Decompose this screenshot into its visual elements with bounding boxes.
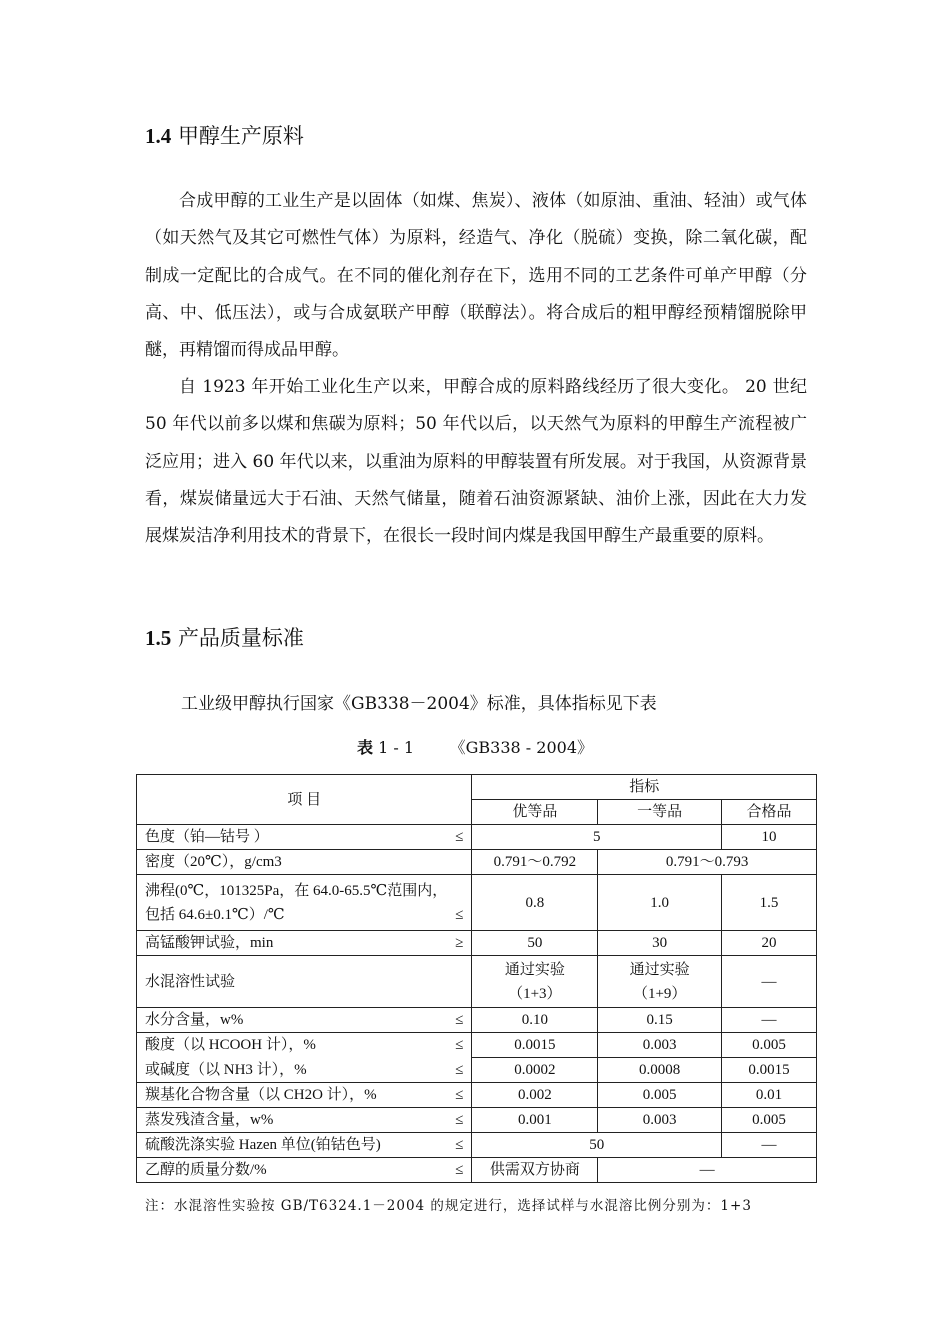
comparison-symbol: ≥ [455, 935, 464, 951]
value-cell: 1.5 [722, 875, 817, 931]
value-cell: 0.8 [472, 875, 598, 931]
value-cell: 0.0015 [722, 1058, 817, 1083]
table-row [137, 1083, 817, 1108]
table-intro-text: 工业级甲醇执行国家《GB338－2004》标准，具体指标见下表 [181, 694, 657, 714]
value-line: 通过实验 [629, 961, 690, 978]
value-cell: — [598, 1158, 817, 1183]
comparison-symbol: ≤ [455, 1037, 464, 1054]
table-row [137, 850, 817, 875]
header-superior: 优等品 [472, 800, 598, 825]
value-cell: 0.003 [598, 1108, 722, 1133]
value-cell: 50 [472, 1133, 722, 1158]
value-cell: 1.0 [598, 875, 722, 931]
header-qualified: 合格品 [722, 800, 817, 825]
item-cell [137, 1108, 472, 1133]
table-row [137, 1008, 817, 1033]
table-row [137, 875, 817, 931]
value-line: （1+9） [632, 985, 687, 1002]
quality-standard-table [136, 774, 817, 1183]
header-item: 项 目 [137, 775, 472, 825]
item-label: 高锰酸钾试验，min [145, 935, 274, 951]
section-number: 1.5 [145, 626, 172, 650]
item-cell [137, 1158, 472, 1183]
table-row [137, 1108, 817, 1133]
caption-standard: 《GB338 - 2004》 [449, 738, 594, 757]
item-label: 沸程(0℃，101325Pa，在 64.0-65.5℃范围内， [145, 882, 448, 899]
value-cell: 30 [598, 931, 722, 956]
item-cell [137, 931, 472, 956]
item-cell [137, 1058, 472, 1083]
section-title: 产品质量标准 [177, 626, 304, 650]
value-cell: 0.791～0.793 [598, 850, 817, 875]
table-footnote: 注：水混溶性实验按 GB/T6324.1－2004 的规定进行，选择试样与水混溶比例分别为：1+3 [145, 1198, 752, 1214]
item-cell [137, 1083, 472, 1108]
item-cell [137, 1033, 472, 1058]
value-line: （1+3） [508, 985, 562, 1002]
item-label: 酸度（以 HCOOH 计），% [145, 1037, 316, 1054]
value-cell [472, 956, 598, 1008]
value-cell: 0.01 [722, 1083, 817, 1108]
comparison-symbol: ≤ [455, 906, 464, 923]
item-cell [137, 956, 472, 1008]
item-cell [137, 850, 472, 875]
value-cell: 0.005 [722, 1108, 817, 1133]
value-cell: 供需双方协商 [472, 1158, 598, 1183]
value-cell: 0.001 [472, 1108, 598, 1133]
item-label: 羰基化合物含量（以 CH2O 计），% [145, 1087, 377, 1103]
value-cell: 0.005 [598, 1083, 722, 1108]
item-label: 包括 64.6±0.1℃）/℃ [145, 906, 285, 923]
item-label: 硫酸洗涤实验 Hazen 单位(铂钴色号) [145, 1137, 381, 1153]
value-cell [598, 956, 722, 1008]
comparison-symbol: ≤ [455, 1087, 464, 1103]
table-caption [0, 735, 950, 761]
table-row [137, 1158, 817, 1183]
comparison-symbol: ≤ [455, 829, 464, 845]
item-label: 或碱度（以 NH3 计），% [145, 1061, 307, 1078]
item-label: 密度（20℃），g/cm3 [145, 854, 282, 870]
value-cell: 20 [722, 931, 817, 956]
comparison-symbol: ≤ [455, 1137, 464, 1153]
value-cell: 0.10 [472, 1008, 598, 1033]
comparison-symbol: ≤ [455, 1112, 464, 1128]
item-cell [137, 875, 472, 931]
item-label: 水分含量，w% [145, 1012, 244, 1028]
table-row [137, 1058, 817, 1083]
comparison-symbol: ≤ [455, 1012, 464, 1028]
value-cell: — [722, 1133, 817, 1158]
value-cell: 10 [722, 825, 817, 850]
value-cell: 5 [472, 825, 722, 850]
comparison-symbol: ≤ [455, 1061, 464, 1078]
caption-label: 表 [356, 738, 373, 757]
value-cell: 0.15 [598, 1008, 722, 1033]
item-cell [137, 825, 472, 850]
section-heading-1-5 [145, 624, 304, 652]
table-row [137, 956, 817, 1008]
header-index: 指标 [472, 775, 817, 800]
table-row [137, 931, 817, 956]
caption-number: 1 - 1 [378, 738, 415, 757]
table-row [137, 825, 817, 850]
value-cell: — [722, 1008, 817, 1033]
table-header-row [137, 775, 817, 800]
item-label: 蒸发残渣含量，w% [145, 1112, 274, 1128]
value-line: 通过实验 [504, 961, 565, 978]
value-cell: 0.0002 [472, 1058, 598, 1083]
value-cell: — [722, 956, 817, 1008]
value-cell: 50 [472, 931, 598, 956]
section-title: 甲醇生产原料 [177, 124, 304, 148]
value-cell: 0.0008 [598, 1058, 722, 1083]
section-heading-1-4 [145, 122, 304, 150]
value-cell: 0.002 [472, 1083, 598, 1108]
item-cell [137, 1133, 472, 1158]
comparison-symbol: ≤ [455, 1162, 464, 1178]
value-cell: 0.003 [598, 1033, 722, 1058]
value-cell: 0.005 [722, 1033, 817, 1058]
paragraph-synthesis: 合成甲醇的工业生产是以固体（如煤、焦炭）、液体（如原油、重油、轻油）或气体（如天然气及其它可燃性气体）为原料，经造气、净化（脱硫）变换，除二氧化碳，配制成一定配比的合成气。在不同的催化剂存在下，选用不同的工艺条件可单产甲醇（分高、中、低压法），或与合成氨联产甲醇（联醇法）。将合成后的粗甲醇经预精馏脱除甲醚，再精馏而得成品甲醇。 [145, 191, 807, 361]
item-label: 色度（铂—钴号 ） [145, 829, 269, 845]
section-number: 1.4 [145, 124, 172, 148]
item-label: 乙醇的质量分数/% [145, 1162, 267, 1178]
item-cell [137, 1008, 472, 1033]
table-row [137, 1133, 817, 1158]
item-label: 水混溶性试验 [145, 973, 236, 990]
value-cell: 0.0015 [472, 1033, 598, 1058]
value-cell: 0.791～0.792 [472, 850, 598, 875]
header-first-grade: 一等品 [598, 800, 722, 825]
table-row [137, 1033, 817, 1058]
paragraph-history: 自 1923 年开始工业化生产以来，甲醇合成的原料路线经历了很大变化。 20 世纪 50 年代以前多以煤和焦碳为原料；50 年代以后，以天然气为原料的甲醇生产流程被广泛应用；进入 60 年代以来，以重油为原料的甲醇装置有所发展。对于我国，从资源背景看，煤炭储量远大于石油、天然气储量，随着石油资源紧缺、油价上涨，因此在大力发展煤炭洁净利用技术的背景下，在很长一段时间内煤是我国甲醇生产最重要的原料。 [145, 377, 807, 547]
